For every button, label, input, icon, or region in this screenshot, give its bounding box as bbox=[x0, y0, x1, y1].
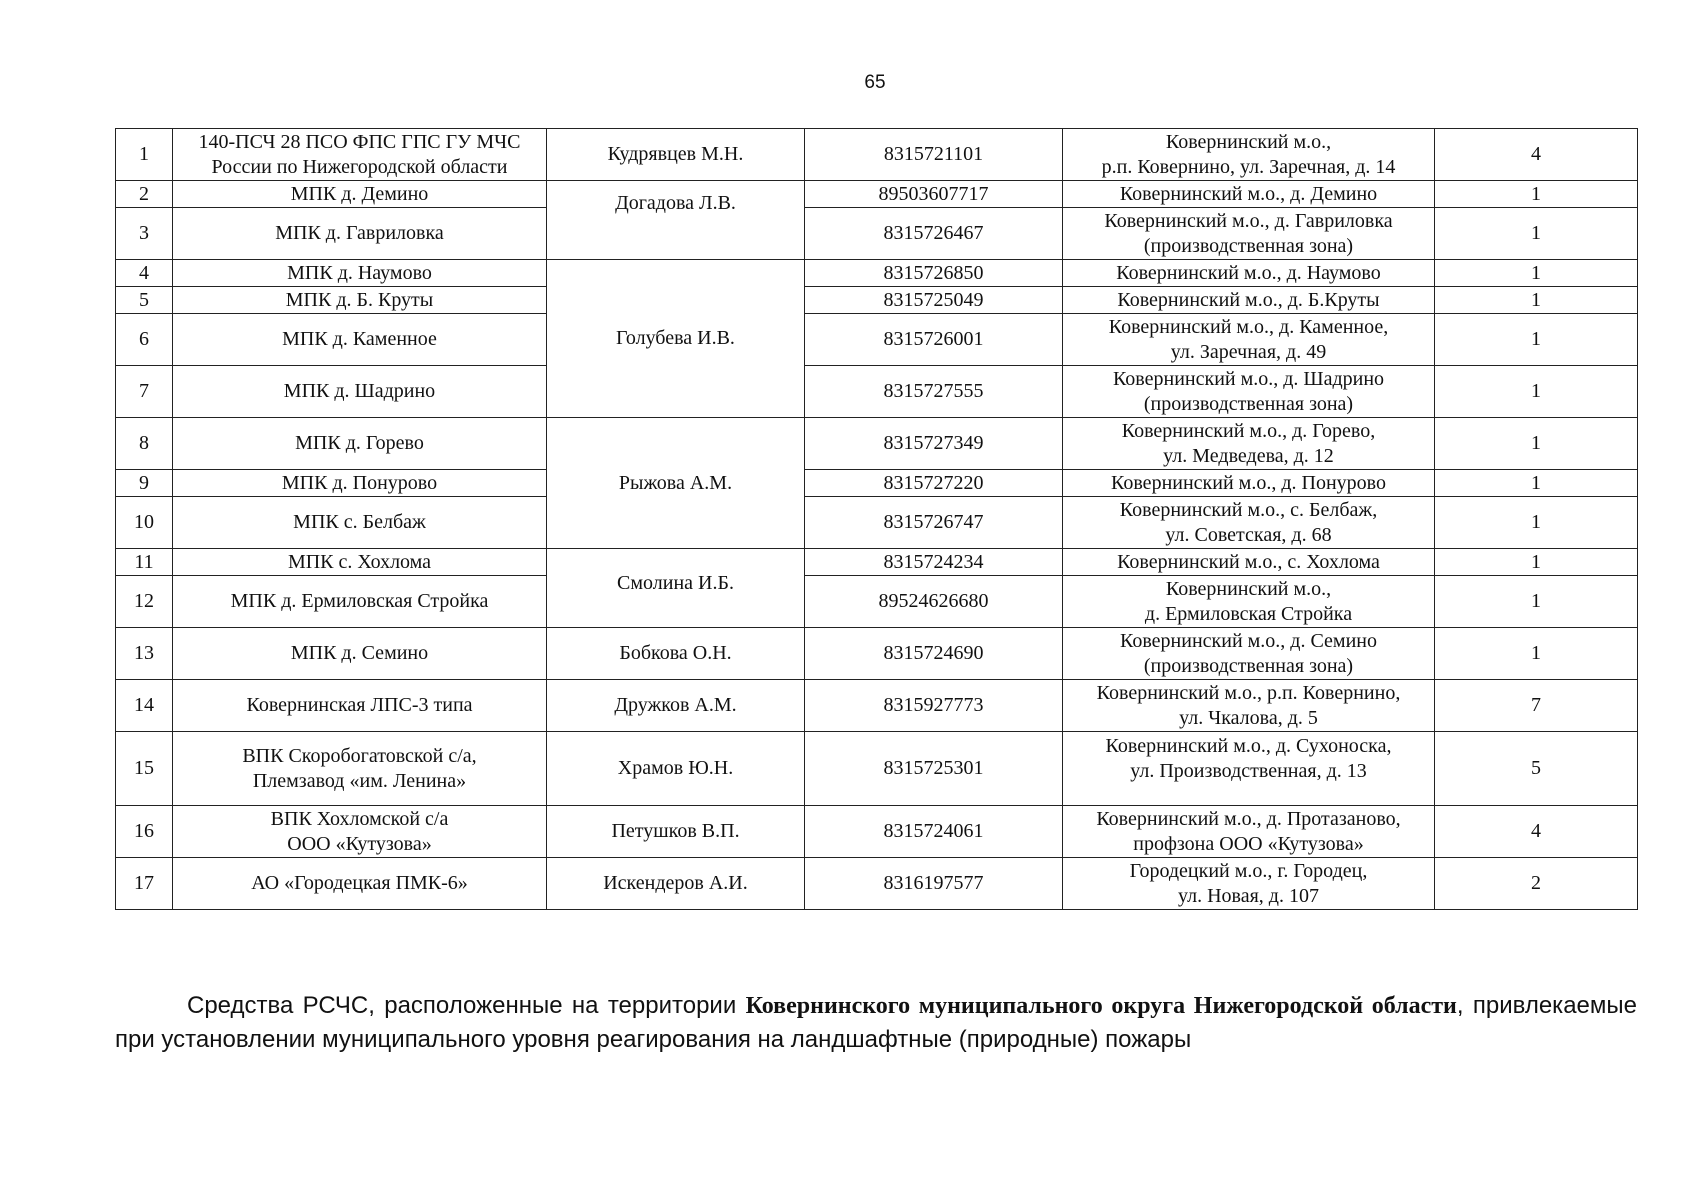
row-number: 6 bbox=[116, 314, 173, 366]
address: Ковернинский м.о., д. Гавриловка (производственная зона) bbox=[1063, 208, 1435, 260]
address: Ковернинский м.о., д. Шадрино (производственная зона) bbox=[1063, 366, 1435, 418]
table-row bbox=[116, 497, 1638, 549]
table-row bbox=[116, 181, 1638, 208]
table-row bbox=[116, 366, 1638, 418]
address: Ковернинский м.о., д. Демино bbox=[1063, 181, 1435, 208]
phone-number: 8315727220 bbox=[805, 470, 1063, 497]
address: Ковернинский м.о., с. Белбаж, ул. Советская, д. 68 bbox=[1063, 497, 1435, 549]
table-row bbox=[116, 287, 1638, 314]
address: Ковернинский м.о., д. Протазаново, профзона ООО «Кутузова» bbox=[1063, 806, 1435, 858]
table-row bbox=[116, 549, 1638, 576]
unit-count: 1 bbox=[1435, 260, 1638, 287]
responsible-person: Смолина И.Б. bbox=[547, 549, 805, 628]
address: Ковернинский м.о., д. Горево, ул. Медведева, д. 12 bbox=[1063, 418, 1435, 470]
responsible-person: Кудрявцев М.Н. bbox=[547, 129, 805, 181]
row-number: 9 bbox=[116, 470, 173, 497]
row-number: 10 bbox=[116, 497, 173, 549]
unit-count: 7 bbox=[1435, 680, 1638, 732]
caption-part-2: , привлекаемые при установлении муниципального уровня реагирования на ландшафтные (природные) пожары bbox=[115, 992, 1637, 1053]
address: Ковернинский м.о., д. Ермиловская Стройка bbox=[1063, 576, 1435, 628]
address: Ковернинский м.о., д. Б.Круты bbox=[1063, 287, 1435, 314]
table-row bbox=[116, 680, 1638, 732]
unit-count: 4 bbox=[1435, 129, 1638, 181]
phone-number: 8315725049 bbox=[805, 287, 1063, 314]
address: Ковернинский м.о., с. Хохлома bbox=[1063, 549, 1435, 576]
unit-name: МПК д. Гавриловка bbox=[173, 208, 547, 260]
unit-name: МПК с. Хохлома bbox=[173, 549, 547, 576]
unit-count: 1 bbox=[1435, 287, 1638, 314]
unit-name: Ковернинская ЛПС-3 типа bbox=[173, 680, 547, 732]
phone-number: 8315726467 bbox=[805, 208, 1063, 260]
phone-number: 8315724690 bbox=[805, 628, 1063, 680]
unit-count: 1 bbox=[1435, 497, 1638, 549]
address: Ковернинский м.о., д. Каменное, ул. Заречная, д. 49 bbox=[1063, 314, 1435, 366]
row-number: 11 bbox=[116, 549, 173, 576]
table-row bbox=[116, 208, 1638, 260]
row-number: 13 bbox=[116, 628, 173, 680]
unit-name: ВПК Хохломской с/а ООО «Кутузова» bbox=[173, 806, 547, 858]
row-number: 5 bbox=[116, 287, 173, 314]
unit-count: 1 bbox=[1435, 418, 1638, 470]
row-number: 8 bbox=[116, 418, 173, 470]
address: Ковернинский м.о., д. Семино (производственная зона) bbox=[1063, 628, 1435, 680]
address: Ковернинский м.о., р.п. Ковернино, ул. Чкалова, д. 5 bbox=[1063, 680, 1435, 732]
unit-count: 4 bbox=[1435, 806, 1638, 858]
table-row bbox=[116, 628, 1638, 680]
phone-number: 89503607717 bbox=[805, 181, 1063, 208]
table-row bbox=[116, 260, 1638, 287]
unit-name: МПК д. Шадрино bbox=[173, 366, 547, 418]
phone-number: 8315725301 bbox=[805, 732, 1063, 806]
row-number: 12 bbox=[116, 576, 173, 628]
section-caption bbox=[115, 989, 1637, 1057]
table-row bbox=[116, 576, 1638, 628]
row-number: 3 bbox=[116, 208, 173, 260]
forces-table bbox=[115, 128, 1638, 910]
responsible-person: Рыжова А.М. bbox=[547, 418, 805, 549]
unit-name: МПК д. Семино bbox=[173, 628, 547, 680]
unit-name: ВПК Скоробогатовской с/а, Племзавод «им. Ленина» bbox=[173, 732, 547, 806]
unit-count: 1 bbox=[1435, 549, 1638, 576]
responsible-person: Храмов Ю.Н. bbox=[547, 732, 805, 806]
responsible-person: Догадова Л.В. bbox=[547, 181, 805, 260]
row-number: 14 bbox=[116, 680, 173, 732]
table-row bbox=[116, 470, 1638, 497]
phone-number: 8315726747 bbox=[805, 497, 1063, 549]
unit-count: 1 bbox=[1435, 366, 1638, 418]
unit-count: 5 bbox=[1435, 732, 1638, 806]
phone-number: 8315721101 bbox=[805, 129, 1063, 181]
row-number: 2 bbox=[116, 181, 173, 208]
phone-number: 8315726001 bbox=[805, 314, 1063, 366]
row-number: 7 bbox=[116, 366, 173, 418]
unit-name: МПК д. Горево bbox=[173, 418, 547, 470]
unit-name: МПК д. Каменное bbox=[173, 314, 547, 366]
unit-count: 1 bbox=[1435, 314, 1638, 366]
unit-name: МПК д. Наумово bbox=[173, 260, 547, 287]
unit-name: 140-ПСЧ 28 ПСО ФПС ГПС ГУ МЧС России по Нижегородской области bbox=[173, 129, 547, 181]
unit-count: 1 bbox=[1435, 470, 1638, 497]
unit-name: МПК с. Белбаж bbox=[173, 497, 547, 549]
responsible-person: Дружков А.М. bbox=[547, 680, 805, 732]
page-number: 65 bbox=[864, 72, 886, 93]
phone-number: 8316197577 bbox=[805, 858, 1063, 910]
table-row bbox=[116, 732, 1638, 806]
unit-count: 1 bbox=[1435, 181, 1638, 208]
unit-name: МПК д. Демино bbox=[173, 181, 547, 208]
row-number: 4 bbox=[116, 260, 173, 287]
responsible-person: Голубева И.В. bbox=[547, 260, 805, 418]
address: Ковернинский м.о., д. Понурово bbox=[1063, 470, 1435, 497]
unit-count: 1 bbox=[1435, 576, 1638, 628]
address: Ковернинский м.о., р.п. Ковернино, ул. Заречная, д. 14 bbox=[1063, 129, 1435, 181]
table-row bbox=[116, 858, 1638, 910]
table-row bbox=[116, 418, 1638, 470]
unit-name: МПК д. Б. Круты bbox=[173, 287, 547, 314]
unit-name: МПК д. Ермиловская Стройка bbox=[173, 576, 547, 628]
responsible-person: Петушков В.П. bbox=[547, 806, 805, 858]
responsible-person: Бобкова О.Н. bbox=[547, 628, 805, 680]
phone-number: 8315727349 bbox=[805, 418, 1063, 470]
unit-count: 1 bbox=[1435, 628, 1638, 680]
address: Ковернинский м.о., д. Наумово bbox=[1063, 260, 1435, 287]
phone-number: 8315726850 bbox=[805, 260, 1063, 287]
table-row bbox=[116, 129, 1638, 181]
unit-count: 1 bbox=[1435, 208, 1638, 260]
responsible-person: Искендеров А.И. bbox=[547, 858, 805, 910]
table-row bbox=[116, 314, 1638, 366]
row-number: 1 bbox=[116, 129, 173, 181]
unit-count: 2 bbox=[1435, 858, 1638, 910]
row-number: 15 bbox=[116, 732, 173, 806]
phone-number: 8315724234 bbox=[805, 549, 1063, 576]
caption-bold-municipality: Ковернинского муниципального округа Нижегородской области bbox=[745, 993, 1457, 1019]
unit-name: АО «Городецкая ПМК-6» bbox=[173, 858, 547, 910]
caption-part-1: Средства РСЧС, расположенные на территории bbox=[187, 992, 746, 1019]
address: Ковернинский м.о., д. Сухоноска, ул. Производственная, д. 13 bbox=[1063, 732, 1435, 806]
phone-number: 8315724061 bbox=[805, 806, 1063, 858]
phone-number: 89524626680 bbox=[805, 576, 1063, 628]
row-number: 17 bbox=[116, 858, 173, 910]
unit-name: МПК д. Понурово bbox=[173, 470, 547, 497]
address: Городецкий м.о., г. Городец, ул. Новая, д. 107 bbox=[1063, 858, 1435, 910]
phone-number: 8315927773 bbox=[805, 680, 1063, 732]
table-row bbox=[116, 806, 1638, 858]
phone-number: 8315727555 bbox=[805, 366, 1063, 418]
row-number: 16 bbox=[116, 806, 173, 858]
